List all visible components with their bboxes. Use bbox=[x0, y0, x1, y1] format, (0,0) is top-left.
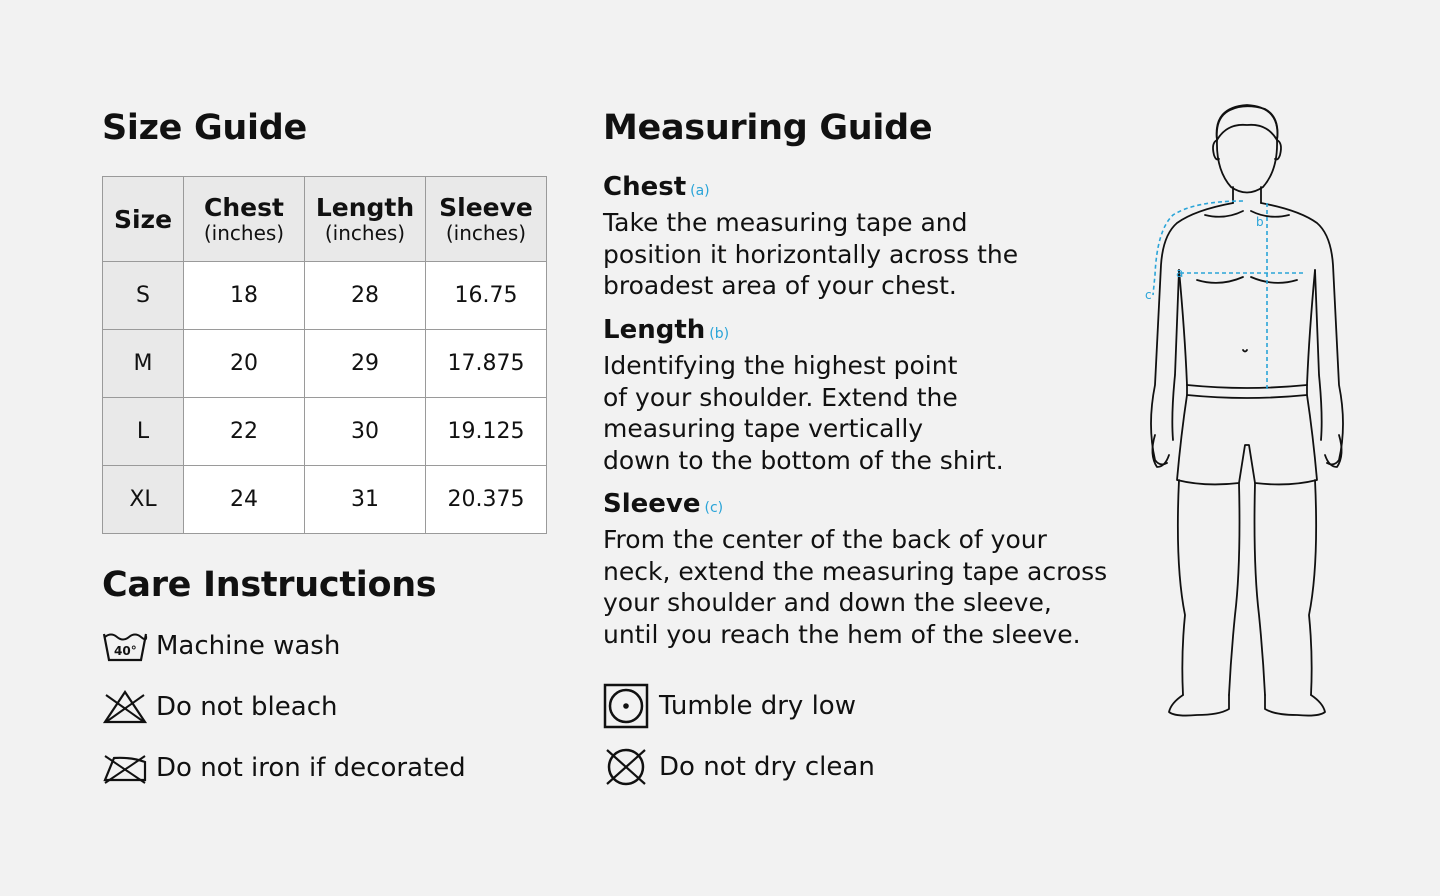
measuring-guide-title: Measuring Guide bbox=[603, 108, 933, 148]
care-item-do-not-dry-clean bbox=[603, 746, 875, 788]
section-heading: Sleeve bbox=[603, 489, 701, 519]
section-heading: Length bbox=[603, 315, 706, 345]
table-row bbox=[103, 398, 547, 466]
table-row bbox=[103, 262, 547, 330]
label-c: c bbox=[1145, 288, 1152, 302]
section-body: From the center of the back of your neck, extend the measuring tape across your shoulder and down the sleeve, until you reach the hem of the sleeve. bbox=[603, 525, 1108, 649]
machine-wash-40-icon bbox=[102, 626, 148, 666]
size-cell: XL bbox=[103, 466, 184, 534]
care-label: Do not iron if decorated bbox=[156, 753, 466, 783]
length-cell: 28 bbox=[305, 262, 426, 330]
size-cell: L bbox=[103, 398, 184, 466]
size-cell: S bbox=[103, 262, 184, 330]
length-cell: 30 bbox=[305, 398, 426, 466]
chest-cell: 22 bbox=[184, 398, 305, 466]
tumble-dry-low-icon bbox=[603, 683, 651, 729]
care-instructions-title: Care Instructions bbox=[102, 565, 437, 605]
sleeve-cell: 20.375 bbox=[426, 466, 547, 534]
body-measurement-figure bbox=[1135, 95, 1360, 725]
section-tag: (a) bbox=[690, 183, 710, 199]
table-row bbox=[103, 330, 547, 398]
chest-cell: 18 bbox=[184, 262, 305, 330]
length-cell: 29 bbox=[305, 330, 426, 398]
header-size: Size bbox=[103, 177, 184, 262]
size-guide-title: Size Guide bbox=[102, 108, 307, 148]
care-label: Do not bleach bbox=[156, 692, 338, 722]
section-tag: (b) bbox=[709, 326, 730, 342]
measure-section-length bbox=[603, 315, 1143, 476]
label-b: b bbox=[1256, 215, 1264, 229]
sleeve-cell: 17.875 bbox=[426, 330, 547, 398]
size-cell: M bbox=[103, 330, 184, 398]
length-cell: 31 bbox=[305, 466, 426, 534]
measure-section-sleeve bbox=[603, 489, 1143, 650]
do-not-bleach-icon bbox=[102, 687, 148, 727]
care-label: Tumble dry low bbox=[659, 691, 856, 721]
table-header-row bbox=[103, 177, 547, 262]
care-item-tumble-dry bbox=[603, 683, 856, 729]
label-a: a bbox=[1176, 266, 1184, 280]
sleeve-cell: 19.125 bbox=[426, 398, 547, 466]
do-not-dry-clean-icon bbox=[603, 746, 651, 788]
table-row bbox=[103, 466, 547, 534]
svg-text:40°: 40° bbox=[114, 644, 137, 658]
care-item-machine-wash bbox=[102, 626, 340, 666]
section-body: Take the measuring tape and position it horizontally across the broadest area of your chest. bbox=[603, 208, 1019, 300]
care-label: Do not dry clean bbox=[659, 752, 875, 782]
section-tag: (c) bbox=[704, 500, 724, 516]
header-chest: Chest (inches) bbox=[184, 177, 305, 262]
header-length: Length (inches) bbox=[305, 177, 426, 262]
measure-section-chest bbox=[603, 172, 1143, 302]
size-table bbox=[102, 176, 547, 534]
chest-cell: 20 bbox=[184, 330, 305, 398]
section-heading: Chest bbox=[603, 172, 687, 202]
do-not-iron-icon bbox=[102, 748, 148, 788]
sleeve-cell: 16.75 bbox=[426, 262, 547, 330]
care-item-do-not-iron bbox=[102, 748, 466, 788]
care-label: Machine wash bbox=[156, 631, 341, 661]
header-sleeve: Sleeve (inches) bbox=[426, 177, 547, 262]
chest-cell: 24 bbox=[184, 466, 305, 534]
section-body: Identifying the highest point of your shoulder. Extend the measuring tape vertically down to the bottom of the shirt. bbox=[603, 351, 1004, 475]
care-item-do-not-bleach bbox=[102, 687, 337, 727]
